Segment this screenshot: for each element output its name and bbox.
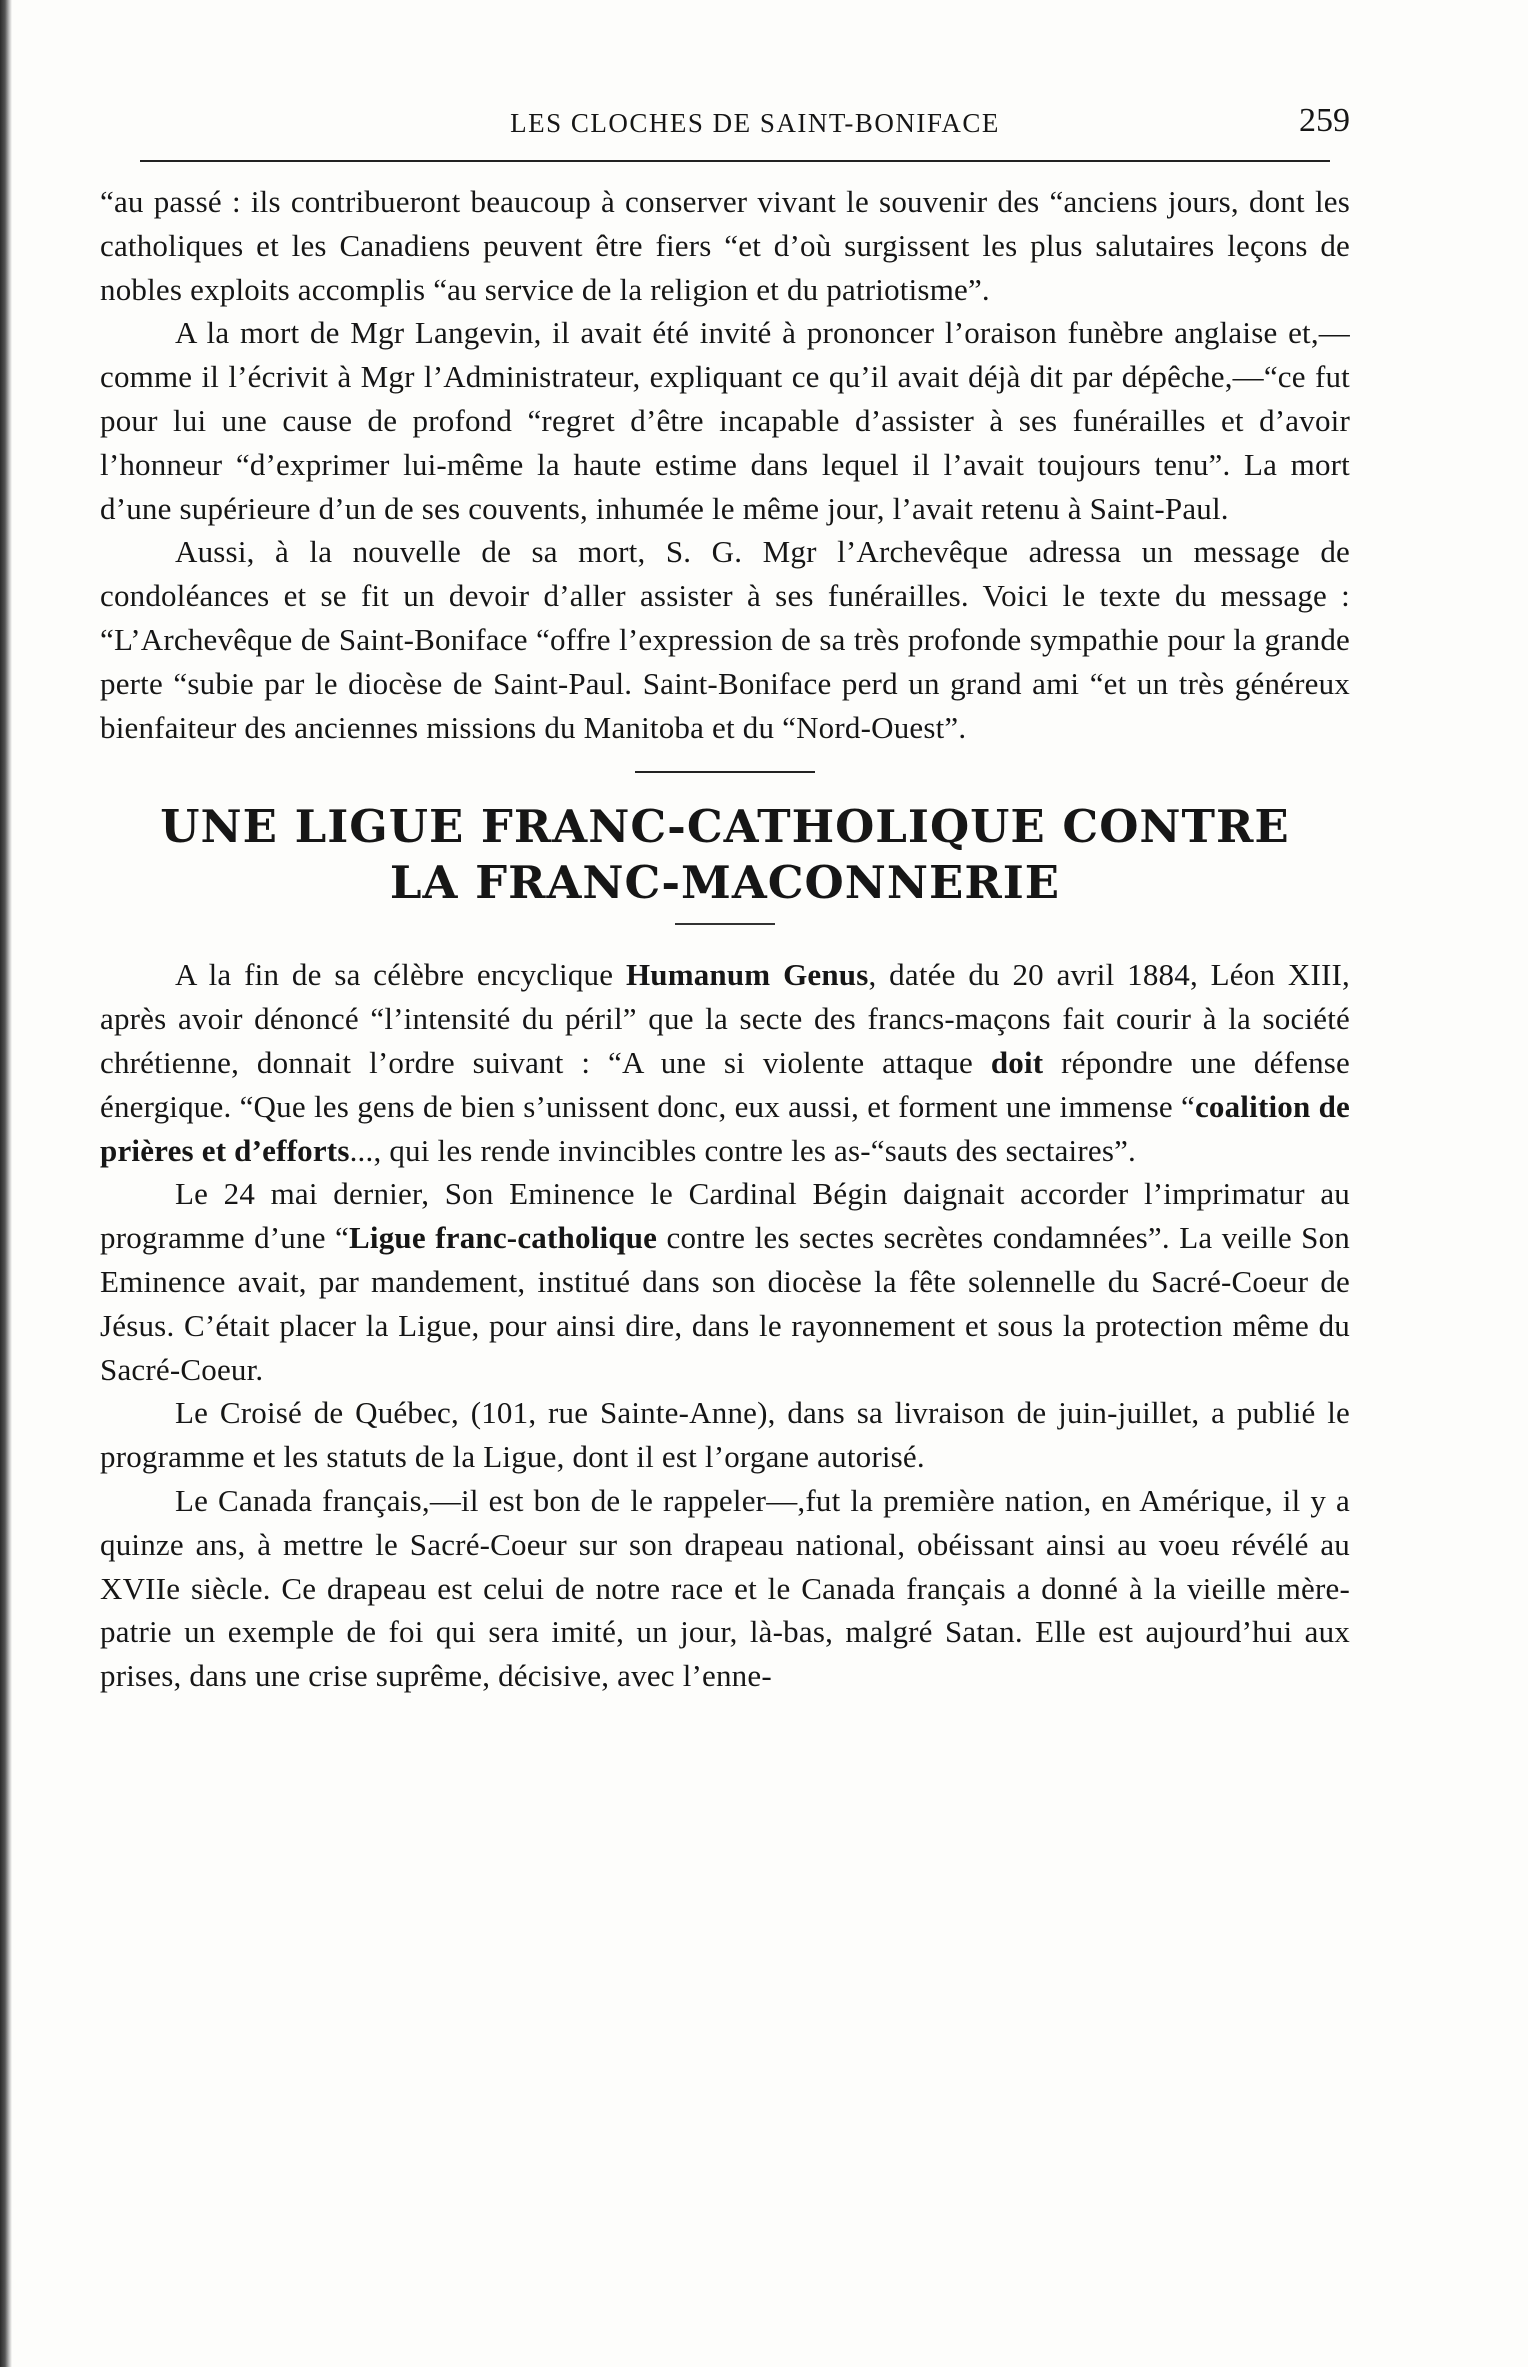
section-title-line-1: UNE LIGUE FRANC-CATHOLIQUE CONTRE — [160, 800, 1290, 854]
body-text-top — [100, 180, 1350, 749]
p5-text-c: contre les sectes secrètes condamnées”. La veille Son Eminence avait, par mandement, institué dans son diocèse la fête solennelle du Sacré-Coeur de Jésus. C’était placer la Ligue, pour ainsi dire, dans le rayonnement et sous la protection même du Sacré-Coeur. — [100, 1220, 1351, 1387]
title-underline-rule — [675, 923, 775, 925]
p4-emphasis-doit: doit — [990, 1044, 1044, 1080]
running-head — [100, 102, 1350, 152]
section-separator-rule — [635, 771, 815, 773]
section-title-line-2: LA FRANC-MACONNERIE — [389, 856, 1061, 910]
paragraph-4 — [100, 953, 1350, 1172]
p5-text-a: Le 24 mai dernier, Son Eminence le Cardinal Bégin daignait accorder l’imprimatur au programme d’une “ — [100, 1176, 1350, 1256]
p4-text-g: ..., qui les rende invincibles contre les as-“sauts des sectaires”. — [349, 1132, 1137, 1168]
p4-text-c: , datée du 20 avril 1884, Léon XIII, après avoir dénoncé “l’intensité du péril” que la secte des francs-maçons fait courir à la société chrétienne, donnait l’ordre suivant : “A une si violente attaque — [100, 957, 1351, 1080]
section-title — [100, 799, 1350, 911]
paragraph-3: Aussi, à la nouvelle de sa mort, S. G. Mgr l’Archevêque adressa un message de condoléances et se fit un devoir d’aller assister à ses funérailles. Voici le texte du message : “L’Archevêque de Saint-Boniface “offre l’expression de sa très profonde sympathie pour la grande perte “subie par le diocèse de Saint-Paul. Saint-Boniface perd un grand ami “et un très généreux bienfaiteur des anciennes missions du Manitoba et du “Nord-Ouest”. — [100, 534, 1350, 745]
paragraph-5 — [100, 1172, 1350, 1391]
running-title: LES CLOCHES DE SAINT-BONIFACE — [510, 108, 1000, 138]
p4-encyclical-title: Humanum Genus — [625, 957, 869, 993]
body-text-bottom — [100, 953, 1350, 1698]
p4-emphasis-coalition: coalition de prières et d’efforts — [100, 1088, 1350, 1168]
p4-text-e: répondre une défense énergique. “Que les gens de bien s’unissent donc, eux aussi, et forment une immense “ — [100, 1044, 1350, 1124]
paragraph-6: Le Croisé de Québec, (101, rue Sainte-Anne), dans sa livraison de juin-juillet, a publié le programme et les statuts de la Ligue, dont il est l’organe autorisé. — [100, 1395, 1350, 1475]
p4-text-a: A la fin de sa célèbre encyclique — [175, 957, 626, 993]
paragraph-2: A la mort de Mgr Langevin, il avait été invité à prononcer l’oraison funèbre anglaise et,—comme il l’écrivit à Mgr l’Administrateur, expliquant ce qu’il avait déjà dit par dépêche,—“ce fut pour lui une cause de profond “regret d’être incapable d’assister à ses funérailles et d’avoir l’honneur “d’exprimer lui-même la haute estime dans lequel il l’avait toujours tenu”. La mort d’une supérieure d’un de ses couvents, inhumée le même jour, l’avait retenu à Saint-Paul. — [100, 315, 1350, 526]
paragraph-7: Le Canada français,—il est bon de le rappeler—,fut la première nation, en Amérique, il y a quinze ans, à mettre le Sacré-Coeur sur son drapeau national, obéissant ainsi au voeu révélé au XVIIe siècle. Ce drapeau est celui de notre race et le Canada français a donné à la vieille mère-patrie un exemple de foi qui sera imité, un jour, là-bas, malgré Satan. Elle est aujourd’hui aux prises, dans une crise suprême, décisive, avec l’enne- — [100, 1482, 1350, 1694]
page-binding-edge — [0, 0, 12, 2367]
book-page — [100, 102, 1351, 1698]
header-rule — [140, 160, 1330, 162]
paragraph-1: “au passé : ils contribueront beaucoup à conserver vivant le souvenir des “anciens jours, dont les catholiques et les Canadiens peuvent être fiers “et d’où surgissent les plus salutaires leçons de nobles exploits accomplis “au service de la religion et du patriotisme”. — [100, 184, 1350, 307]
p5-emphasis-league: Ligue franc-catholique — [349, 1220, 658, 1256]
page-number: 259 — [1299, 102, 1350, 139]
